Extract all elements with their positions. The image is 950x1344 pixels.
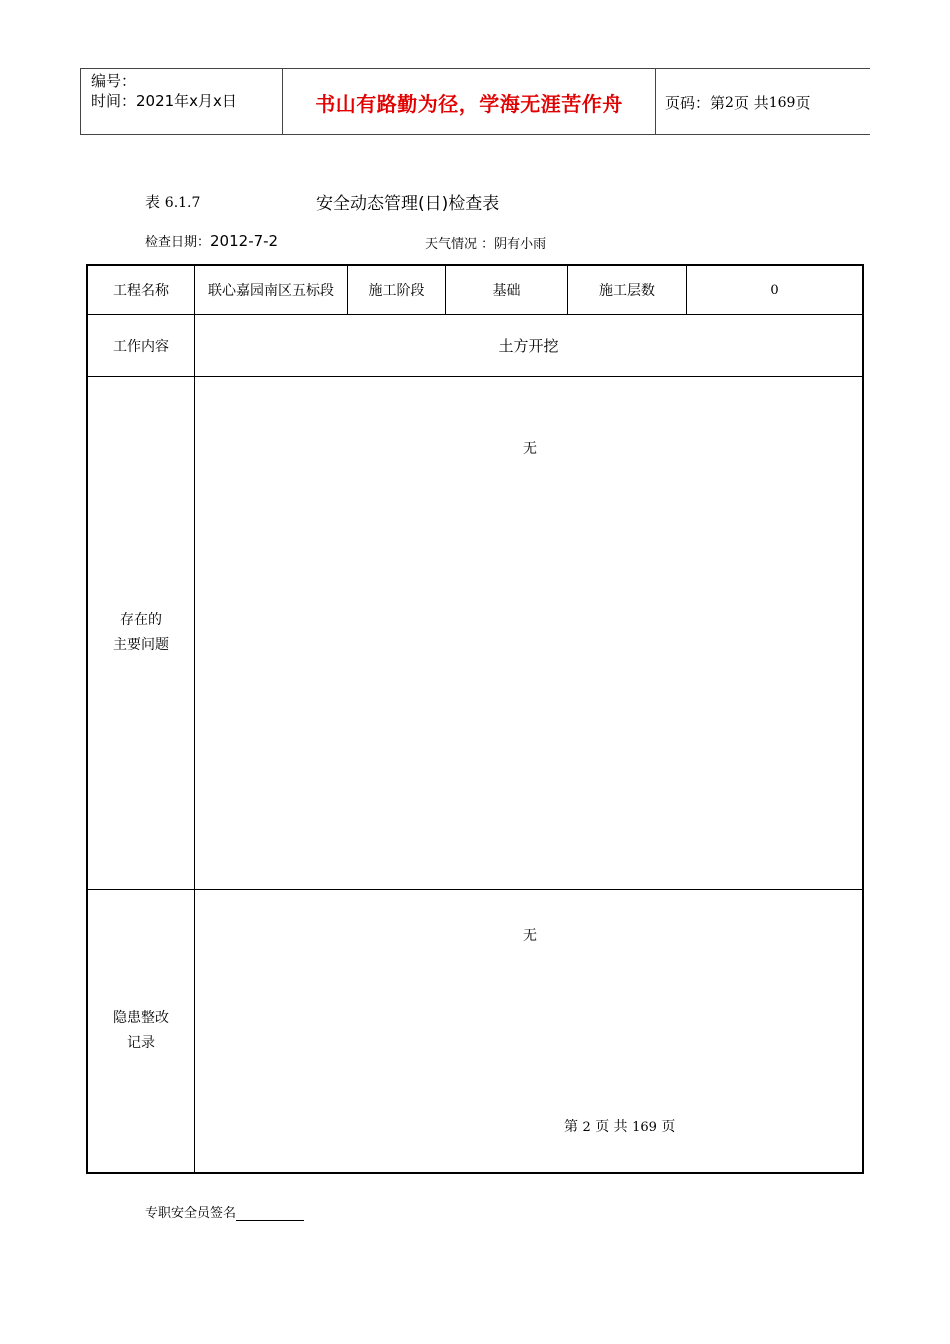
inline-page-mid: 页 共 <box>595 1119 628 1135</box>
work-content-label: 工作内容 <box>113 338 169 355</box>
inspection-table <box>86 264 864 1174</box>
page-mid: 页 共 <box>733 94 769 112</box>
time-label: 时间：2021年x月x日 <box>91 92 237 110</box>
inline-page-suffix: 页 <box>661 1119 676 1135</box>
date-value: 2012-7-2 <box>210 232 279 250</box>
row-divider <box>88 376 862 377</box>
weather <box>425 233 546 252</box>
page-suffix: 页 <box>795 94 811 112</box>
signature <box>145 1202 304 1221</box>
work-content-value: 土方开挖 <box>498 337 559 355</box>
motto: 书山有路勤为径，学海无涯苦作舟 <box>315 92 623 116</box>
header-divider <box>655 69 656 134</box>
serial-label: 编号： <box>91 72 137 90</box>
table-number-value: 6.1.7 <box>164 195 201 211</box>
stage-value: 基础 <box>492 283 521 299</box>
weather-value: 阴有小雨 <box>494 237 547 252</box>
page-title: 安全动态管理(日)检查表 <box>316 194 500 214</box>
project-name-label: 工程名称 <box>113 283 169 299</box>
issues-label-line2: 主要问题 <box>113 637 169 653</box>
stage-label: 施工阶段 <box>368 283 425 299</box>
header-meta <box>91 71 237 111</box>
table-number <box>145 191 200 212</box>
rectify-label <box>88 890 194 1172</box>
issues-value: 无 <box>523 441 537 457</box>
header-page-number <box>665 69 810 136</box>
signature-line[interactable] <box>236 1207 304 1221</box>
floors-value: 0 <box>770 282 779 298</box>
row-divider <box>88 889 862 890</box>
issues-label <box>88 377 194 889</box>
page-num: 2 <box>725 94 734 111</box>
rectify-label-line2: 记录 <box>127 1035 155 1051</box>
page-total: 169 <box>768 94 796 111</box>
inline-page-total: 169 <box>632 1120 657 1135</box>
weather-label: 天气情况 ： <box>425 237 495 252</box>
page-prefix: 页码：第 <box>665 94 726 112</box>
document-header <box>80 68 870 135</box>
project-name-value: 联心嘉园南区五标段 <box>208 283 334 299</box>
table-prefix: 表 <box>145 193 161 211</box>
column-divider <box>194 266 195 1172</box>
rectify-value: 无 <box>523 928 537 944</box>
inline-page-num: 2 <box>582 1120 591 1135</box>
date-label: 检查日期： <box>145 235 211 250</box>
inspection-date <box>145 231 278 250</box>
inline-page-prefix: 第 <box>564 1119 578 1135</box>
floors-label: 施工层数 <box>599 283 655 299</box>
inline-page-number <box>564 1116 675 1136</box>
rectify-label-line1: 隐患整改 <box>113 1010 169 1026</box>
signature-label: 专职安全员签名 <box>145 1206 237 1221</box>
issues-label-line1: 存在的 <box>120 612 162 628</box>
